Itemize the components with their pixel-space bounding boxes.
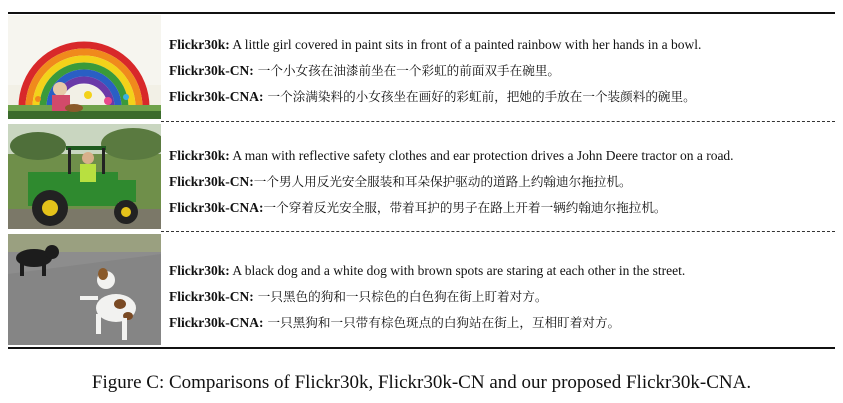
rainbow-photo [8,15,161,119]
caption-row-2 [169,143,835,221]
flickr30k-cn-caption [169,58,835,84]
flickr30k-cn-label: Flickr30k-CN: [169,289,254,304]
flickr30k-label: Flickr30k: [169,263,230,278]
tractor-photo [8,124,161,229]
flickr30k-cna-caption [169,310,835,336]
flickr30k-cna-text: 一只黑狗和一只带有棕色斑点的白狗站在街上，互相盯着对方。 [263,315,621,330]
bottom-rule [8,347,835,349]
flickr30k-cn-text: 一个小女孩在油漆前坐在一个彩虹的前面双手在碗里。 [253,63,561,78]
flickr30k-cna-label: Flickr30k-CNA: [169,315,264,330]
flickr30k-label: Flickr30k: [169,37,230,52]
flickr30k-text: A black dog and a white dog with brown spots are staring at each other in the street. [229,263,686,278]
flickr30k-cna-caption [169,195,835,221]
comparison-figure [8,12,835,348]
flickr30k-cn-label: Flickr30k-CN: [169,174,254,189]
dogs-photo [8,234,161,345]
caption-row-3 [169,258,835,336]
flickr30k-cna-text: 一个穿着反光安全服，带着耳护的男子在路上开着一辆约翰迪尔拖拉机。 [263,200,667,215]
flickr30k-cn-text: 一只黑色的狗和一只棕色的白色狗在街上盯着对方。 [253,289,548,304]
flickr30k-text: A man with reflective safety clothes and ear protection drives a John Deere tractor on a road. [229,148,734,163]
flickr30k-cn-caption [169,169,835,195]
flickr30k-cn-caption [169,284,835,310]
flickr30k-label: Flickr30k: [169,148,230,163]
top-rule [8,12,835,14]
figure-caption: Figure C: Comparisons of Flickr30k, Flickr30k-CN and our proposed Flickr30k-CNA. [91,372,752,393]
flickr30k-caption [169,143,835,169]
flickr30k-cna-label: Flickr30k-CNA: [169,89,264,104]
dashed-separator [161,231,835,232]
flickr30k-cna-caption [169,84,835,110]
dashed-separator [161,121,835,122]
flickr30k-cn-text: 一个男人用反光安全服装和耳朵保护驱动的道路上约翰迪尔拖拉机。 [253,174,632,189]
flickr30k-cna-label: Flickr30k-CNA: [169,200,264,215]
flickr30k-text: A little girl covered in paint sits in front of a painted rainbow with her hands in a bowl. [229,37,702,52]
flickr30k-caption [169,32,835,58]
flickr30k-cn-label: Flickr30k-CN: [169,63,254,78]
caption-row-1 [169,32,835,110]
flickr30k-cna-text: 一个涂满染料的小女孩坐在画好的彩虹前，把她的手放在一个装颜料的碗里。 [263,89,696,104]
flickr30k-caption [169,258,835,284]
